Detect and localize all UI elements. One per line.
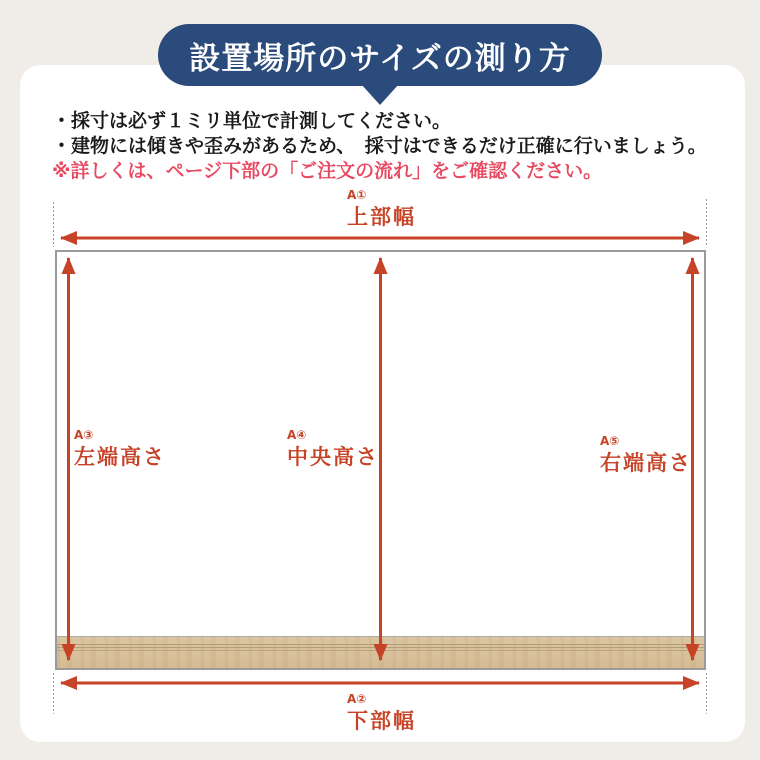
measurement-name: 下部幅 (347, 709, 416, 733)
measurement-id: A② (347, 692, 367, 706)
measurement-name: 右端高さ (600, 451, 692, 475)
measurement-name: 中央高さ (287, 445, 379, 469)
measurement-label-right (600, 434, 692, 475)
header-pill (158, 24, 602, 86)
note-line: ・採寸は必ず１ミリ単位で計測してください。 (52, 110, 452, 132)
measurement-label-bottom (347, 692, 416, 733)
measurement-id: A① (347, 188, 367, 202)
measurement-id: A⑤ (600, 434, 620, 448)
page-title: 設置場所のサイズの測り方 (189, 40, 571, 77)
measurement-name: 左端高さ (74, 445, 166, 469)
measurement-id: A③ (74, 428, 94, 442)
measurement-label-center (287, 428, 379, 469)
measurement-label-left (74, 428, 166, 469)
measurement-label-top (347, 188, 416, 229)
measurement-id: A④ (287, 428, 307, 442)
wood-rail-grooves (57, 644, 704, 651)
note-line: ・建物には傾きや歪みがあるため、 採寸はできるだけ正確に行いましょう。 (52, 135, 707, 157)
header-pill-tail (361, 84, 399, 105)
measurement-name: 上部幅 (347, 205, 416, 229)
wood-rail (57, 636, 704, 668)
notes-list (52, 109, 707, 184)
note-line-warning: ※詳しくは、ページ下部の「ご注文の流れ」をご確認ください。 (52, 160, 603, 182)
